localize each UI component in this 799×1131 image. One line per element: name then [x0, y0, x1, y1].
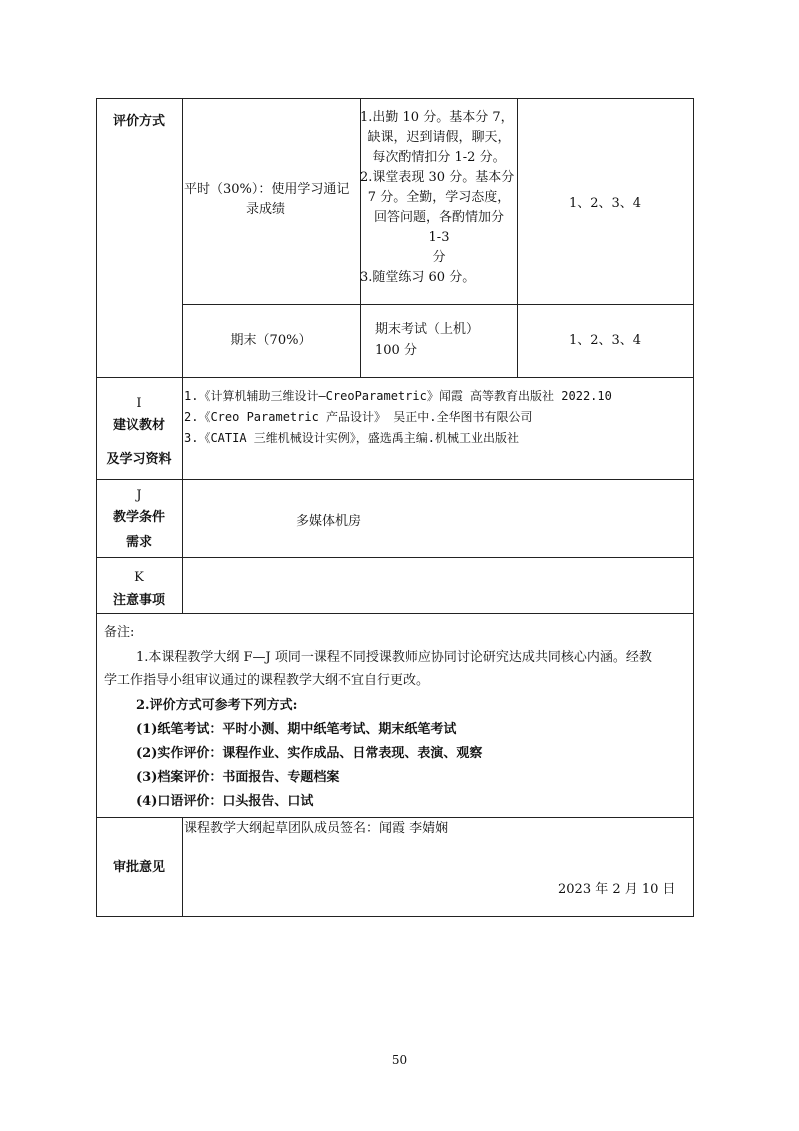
final-criteria-line1: 期末考试（上机） — [375, 322, 480, 337]
material-item: 1.《计算机辅助三维设计—CreoParametric》闻霞 高等教育出版社 2022.10 — [184, 389, 612, 403]
materials-label-line1: 建议教材 — [112, 418, 165, 433]
conditions-letter: J — [136, 488, 142, 503]
page-number: 50 — [391, 1053, 408, 1067]
criteria-line: 每次酌情扣分 1-2 分。 — [372, 150, 506, 165]
criteria-line: 回答问题，各酌情加分 — [373, 210, 504, 225]
remarks-item2: 2.评价方式可参考下列方式: — [136, 698, 298, 713]
remarks-method: (4)口语评价：口头报告、口试 — [136, 794, 314, 809]
regular-label-line1: 平时（30%）：使用学习通记 — [184, 182, 350, 197]
regular-criteria — [360, 108, 518, 288]
remarks-para1-line1: 1.本课程教学大纲 F—J 项同一课程不同授课教师应协同讨论研究达成共同核心内涵。经教 — [136, 650, 652, 665]
remarks-heading: 备注: — [104, 625, 135, 640]
criteria-line: 1-3 — [428, 230, 450, 245]
syllabus-table — [96, 98, 694, 917]
criteria-line: 2.课堂表现 30 分。基本分 — [360, 170, 515, 185]
final-objectives: 1、2、3、4 — [568, 333, 642, 348]
final-criteria-line2: 100 分 — [375, 343, 417, 358]
approval-date: 2023 年 2 月 10 日 — [558, 882, 676, 897]
notes-label: 注意事项 — [112, 593, 165, 608]
regular-label-line2: 录成绩 — [246, 202, 286, 217]
notes-letter: K — [134, 570, 144, 585]
criteria-line: 3.随堂练习 60 分。 — [360, 270, 476, 285]
approval-label: 审批意见 — [112, 860, 165, 875]
material-item: 3.《CATIA 三维机械设计实例》，盛选禹主编.机械工业出版社 — [184, 431, 520, 445]
materials-label-line2: 及学习资料 — [106, 452, 172, 467]
evaluation-label: 评价方式 — [112, 114, 165, 129]
criteria-line: 分 — [432, 250, 446, 265]
remarks-method: (1)纸笔考试：平时小测、期中纸笔考试、期末纸笔考试 — [136, 722, 457, 737]
criteria-line: 1.出勤 10 分。基本分 7， — [360, 110, 514, 125]
conditions-label-line1: 教学条件 — [112, 510, 165, 525]
materials-letter: I — [136, 396, 142, 411]
regular-objectives: 1、2、3、4 — [568, 196, 642, 211]
criteria-line: 缺课，迟到请假，聊天， — [367, 130, 511, 145]
criteria-line: 7 分。全勤，学习态度， — [367, 190, 511, 205]
approval-members: 课程教学大纲起草团队成员签名：闻霞 李婧娴 — [184, 821, 449, 836]
remarks-method: (2)实作评价：课程作业、实作成品、日常表现、表演、观察 — [136, 746, 483, 761]
conditions-label-line2: 需求 — [125, 535, 152, 550]
conditions-value: 多媒体机房 — [296, 514, 362, 529]
material-item: 2.《Creo Parametric 产品设计》 吴正中.全华图书有限公司 — [184, 410, 533, 424]
remarks-method: (3)档案评价：书面报告、专题档案 — [136, 770, 340, 785]
final-label: 期末（70%） — [230, 333, 312, 348]
remarks-para1-line2: 学工作指导小组审议通过的课程教学大纲不宜自行更改。 — [104, 673, 430, 688]
